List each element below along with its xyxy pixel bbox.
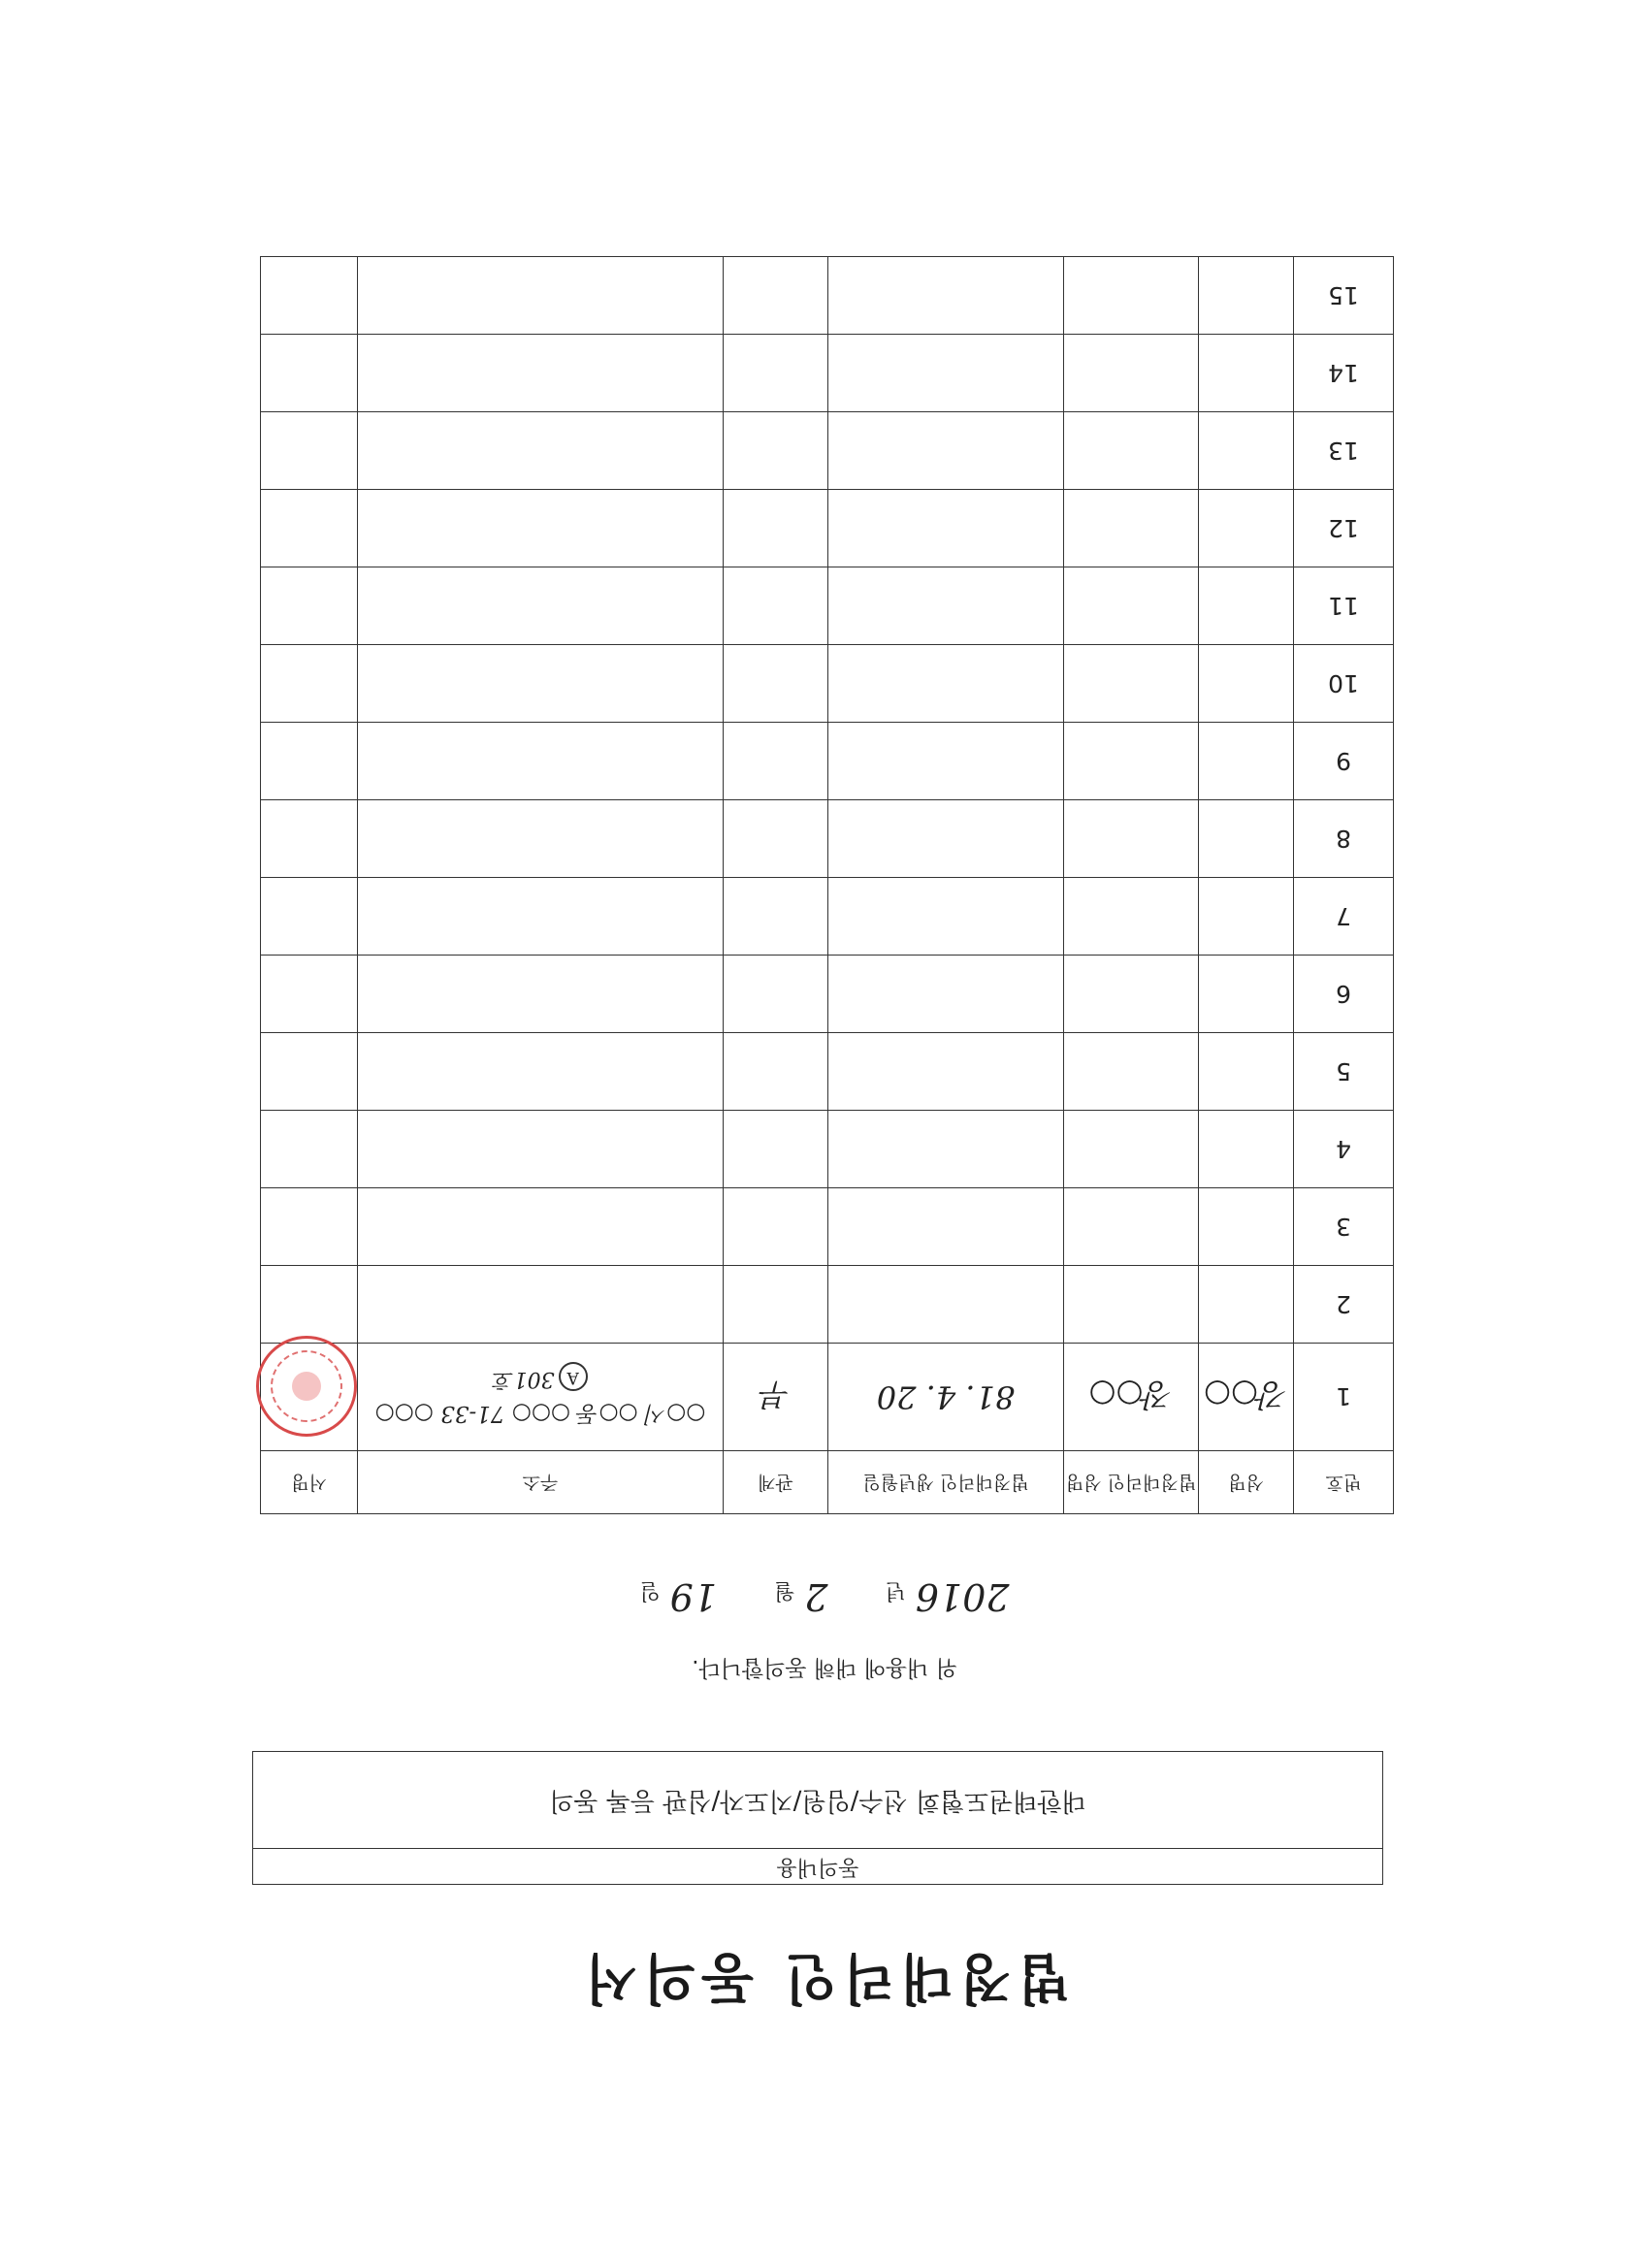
guardian-signature-table — [260, 256, 1394, 1514]
table-row — [261, 490, 1394, 567]
guardian-name-cell — [1064, 1344, 1199, 1451]
table-row — [261, 335, 1394, 412]
consent-content-header: 동의내용 — [253, 1848, 1382, 1884]
col-header-name: 성명 — [1199, 1451, 1294, 1514]
date-month-unit: 월 — [774, 1578, 795, 1603]
date-day-unit: 일 — [639, 1578, 661, 1603]
table-row — [261, 1344, 1394, 1451]
row-number: 7 — [1294, 878, 1394, 956]
row-number: 11 — [1294, 567, 1394, 645]
name-cell — [1199, 1344, 1294, 1451]
col-header-address: 주소 — [358, 1451, 724, 1514]
row-number: 14 — [1294, 335, 1394, 412]
date-year: 2016 — [915, 1575, 1010, 1618]
col-header-signature: 서명 — [261, 1451, 358, 1514]
handwritten-unit: 301호 — [493, 1367, 555, 1391]
table-row — [261, 1266, 1394, 1344]
consent-statement: 위 내용에 대해 동의합니다. — [692, 1655, 957, 1680]
handwritten-relation: 부 — [760, 1377, 791, 1413]
row-number: 1 — [1294, 1344, 1394, 1451]
table-row — [261, 257, 1394, 335]
table-header-row — [261, 1451, 1394, 1514]
consent-content-body: 대한태권도협회 선수/임원/지도자/심판 등록 동의 — [549, 1786, 1086, 1815]
relation-cell — [724, 1344, 828, 1451]
col-header-guardian-birth: 법정대리인 생년월일 — [828, 1451, 1064, 1514]
date-year-unit: 년 — [885, 1578, 906, 1603]
handwritten-address-line2 — [358, 1362, 723, 1396]
table-row — [261, 645, 1394, 723]
guardian-birth-cell — [828, 1344, 1064, 1451]
seal-center — [292, 1372, 321, 1401]
consent-date — [0, 1575, 1649, 1618]
row-number: 5 — [1294, 1033, 1394, 1111]
circle-a-mark: A — [559, 1362, 588, 1391]
row-number: 13 — [1294, 412, 1394, 490]
col-header-relation: 관계 — [724, 1451, 828, 1514]
row-number: 15 — [1294, 257, 1394, 335]
col-header-guardian-name: 법정대리인 성명 — [1064, 1451, 1199, 1514]
date-day: 19 — [669, 1575, 718, 1618]
consent-content-box — [252, 1751, 1383, 1885]
handwritten-birth: 81. 4. 20 — [876, 1378, 1016, 1415]
row-number: 2 — [1294, 1266, 1394, 1344]
address-cell — [358, 1344, 724, 1451]
handwritten-guardian-name: 장○○ — [1088, 1377, 1174, 1413]
table-row — [261, 1033, 1394, 1111]
table-row — [261, 878, 1394, 956]
row-number: 6 — [1294, 956, 1394, 1033]
col-header-no: 번호 — [1294, 1451, 1394, 1514]
row-number: 4 — [1294, 1111, 1394, 1188]
table-row — [261, 567, 1394, 645]
table-row — [261, 412, 1394, 490]
row-number: 9 — [1294, 723, 1394, 800]
row-number: 12 — [1294, 490, 1394, 567]
table-row — [261, 723, 1394, 800]
red-seal-stamp — [256, 1336, 357, 1437]
row-number: 10 — [1294, 645, 1394, 723]
table-row — [261, 1188, 1394, 1266]
row-number: 8 — [1294, 800, 1394, 878]
date-month: 2 — [804, 1575, 828, 1618]
handwritten-address: ○○시 ○○동 ○○○ 71-33 ○○○ — [374, 1401, 706, 1426]
document-title: 법정대리인 동의서 — [578, 1946, 1071, 2010]
handwritten-name: 강○○ — [1204, 1377, 1288, 1413]
table-row — [261, 956, 1394, 1033]
table-row — [261, 1111, 1394, 1188]
signature-cell — [261, 1344, 358, 1451]
table-row — [261, 800, 1394, 878]
row-number: 3 — [1294, 1188, 1394, 1266]
